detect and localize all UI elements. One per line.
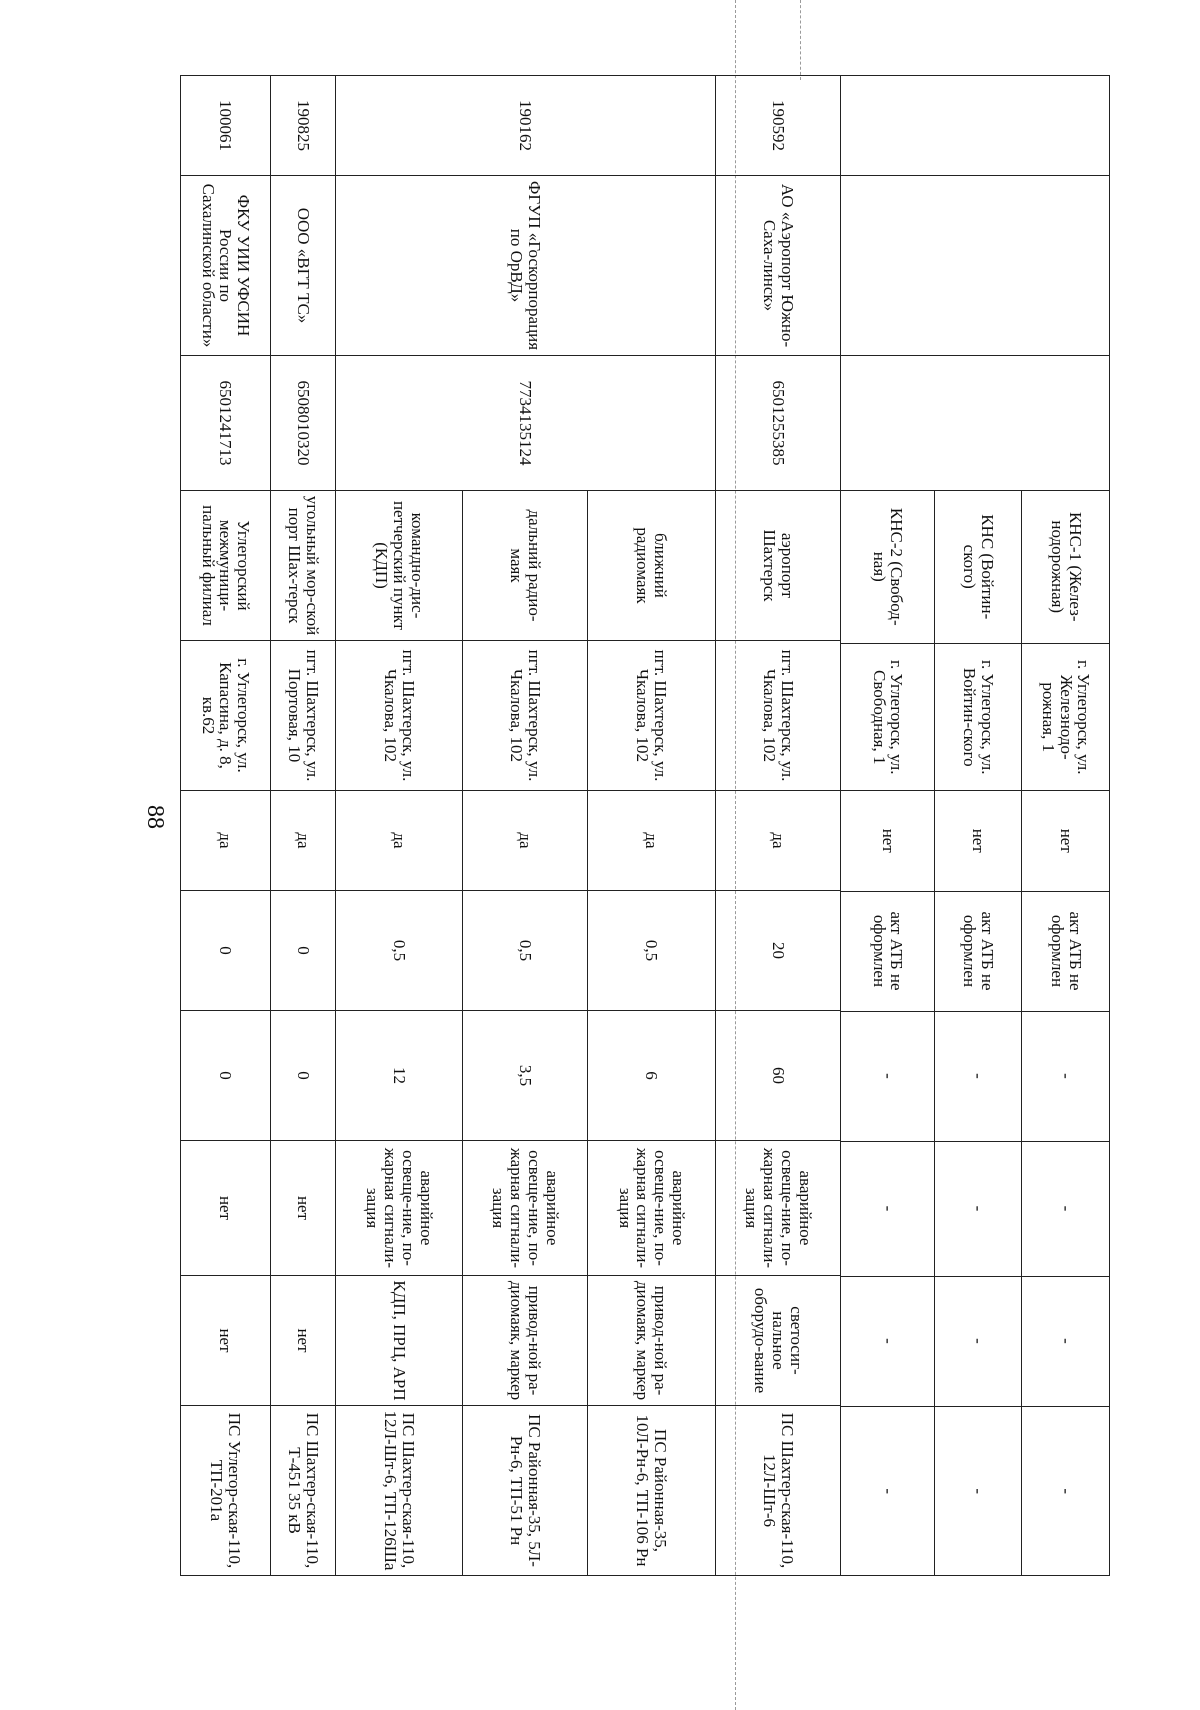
- table-row: [588, 76, 716, 1576]
- feed-cell: ПС Шахтер-ская-110, 12Л-Шт-6: [716, 1406, 841, 1576]
- has-cell: да: [588, 791, 716, 891]
- has-cell: нет: [1022, 791, 1109, 891]
- address-cell: г. Углегорск, ул. Свободная, 1: [841, 643, 935, 791]
- address-cell: г. Углегорск, ул. Железнодо-рожная, 1: [1022, 643, 1109, 791]
- rotated-table: [180, 75, 1110, 1575]
- time-cell: 0: [181, 1011, 271, 1141]
- has-cell: да: [336, 791, 463, 891]
- has-cell: да: [716, 791, 841, 891]
- feed-cell: ПС Углегор-ская-110, ТП-201а: [181, 1406, 271, 1576]
- equipment-cell: КДП, ПРЦ, АРП: [336, 1276, 463, 1406]
- equipment-cell: -: [1022, 1276, 1109, 1406]
- address-cell: пгт. Шахтерск, ул. Чкалова, 102: [588, 641, 716, 791]
- power-cell: акт АТБ не оформлен: [841, 891, 935, 1011]
- feed-cell: ПС Шахтер-ская-110, Т-451 35 кВ: [271, 1406, 336, 1576]
- code-cell: [841, 76, 1110, 176]
- measures-cell: нет: [181, 1141, 271, 1276]
- feed-cell: -: [935, 1406, 1022, 1576]
- consumer-table: [180, 75, 1110, 1576]
- feed-cell: -: [1022, 1406, 1109, 1576]
- org-cell: ООО «ВГТ ТС»: [271, 176, 336, 356]
- equipment-cell: светосиг-нальное оборудо-вание: [716, 1276, 841, 1406]
- inn-cell: 6501255385: [716, 356, 841, 491]
- code-cell: 190162: [336, 76, 716, 176]
- power-cell: акт АТБ не оформлен: [1022, 891, 1109, 1011]
- has-cell: нет: [878, 828, 898, 853]
- code-cell: 190592: [716, 76, 841, 176]
- feed-cell: ПС Шахтер-ская-110, 12Л-Шт-6, ТП-126Ша: [336, 1406, 463, 1576]
- object-cell: аэропорт Шахтерск: [716, 491, 841, 641]
- table-row: [716, 76, 841, 1576]
- kns-values-row: [1022, 791, 1109, 1576]
- power-cell: 20: [716, 891, 841, 1011]
- address-cell: г. Углегорск, ул. Войтин-ского: [935, 643, 1022, 791]
- kns-row: [841, 491, 935, 791]
- measures-cell: аварийное освеще-ние, по-жарная сигнали-зация: [463, 1141, 588, 1276]
- page-number: 88: [142, 805, 168, 829]
- table-row: [909, 76, 1110, 1576]
- time-cell: 6: [588, 1011, 716, 1141]
- time-cell: 60: [716, 1011, 841, 1141]
- rotated-table-container: [180, 75, 1110, 1575]
- measures-cell: аварийное освеще-ние, по-жарная сигнали-зация: [336, 1141, 463, 1276]
- measures-cell: нет: [271, 1141, 336, 1276]
- inn-cell: [841, 356, 1110, 491]
- equipment-cell: -: [935, 1276, 1022, 1406]
- inn-cell: 6501241713: [181, 356, 271, 491]
- feed-cell: -: [841, 1406, 935, 1576]
- kns-row: [1022, 491, 1109, 791]
- feed-cell: ПС Районная-35, 5Л-Рн-6, ТП-51 Рн: [463, 1406, 588, 1576]
- has-cell: да: [181, 791, 271, 891]
- org-cell: ФКУ УИИ УФСИН России по Сахалинской области»: [181, 176, 271, 356]
- power-cell: 0,5: [588, 891, 716, 1011]
- object-cell: угольный мор-ской порт Шах-терск: [271, 491, 336, 641]
- object-cell: командно-дис-петчерский пункт (КДП): [336, 491, 463, 641]
- scan-fold-line-short: [800, 0, 801, 80]
- code-cell: 100061: [181, 76, 271, 176]
- address-cell: пгт. Шахтерск, ул. Чкалова, 102: [716, 641, 841, 791]
- measures-cell: -: [935, 1141, 1022, 1276]
- table-row: [181, 76, 271, 1576]
- equipment-cell: нет: [181, 1276, 271, 1406]
- equipment-cell: привод-ной ра-диомаяк, маркер: [588, 1276, 716, 1406]
- time-cell: 3,5: [463, 1011, 588, 1141]
- measures-cell: аварийное освеще-ние, по-жарная сигнали-зация: [716, 1141, 841, 1276]
- equipment-cell: нет: [271, 1276, 336, 1406]
- power-cell: 0,5: [463, 891, 588, 1011]
- measures-cell: -: [841, 1141, 935, 1276]
- org-cell: [841, 176, 1110, 356]
- power-cell: 0: [181, 891, 271, 1011]
- has-cell: да: [463, 791, 588, 891]
- time-cell: 0: [271, 1011, 336, 1141]
- address-cell: пгт. Шахтерск, ул. Портовая, 10: [271, 641, 336, 791]
- code-cell: 190825: [271, 76, 336, 176]
- has-cell: да: [271, 791, 336, 891]
- power-cell: акт АТБ не оформлен: [935, 891, 1022, 1011]
- object-cell: КНС (Войтин-ского): [935, 491, 1022, 643]
- object-cell: Углегорский межмуници-пальный филиал: [181, 491, 271, 641]
- power-cell: 0: [271, 891, 336, 1011]
- kns-block: [841, 491, 1110, 791]
- feed-cell: ПС Районная-35, 10Л-Рн-6, ТП-106 Рн: [588, 1406, 716, 1576]
- object-cell: КНС-2 (Свобод-ная): [869, 507, 907, 626]
- org-cell: АО «Аэропорт Южно-Саха-линск»: [716, 176, 841, 356]
- inn-cell: 7734135124: [336, 356, 716, 491]
- kns-values-row: [935, 791, 1022, 1576]
- time-cell: -: [1022, 1011, 1109, 1141]
- kns-values-subtable: [841, 791, 1109, 1576]
- has-cell: нет: [935, 791, 1022, 891]
- address-cell: г. Углегорск, ул. Капасина, д. 8, кв.62: [181, 641, 271, 791]
- object-cell: дальний радио-маяк: [463, 491, 588, 641]
- object-cell: КНС-1 (Желез-нодорожная): [1022, 491, 1109, 643]
- inn-cell: 6508010320: [271, 356, 336, 491]
- time-cell: -: [841, 1011, 935, 1141]
- kns-subtable: [841, 491, 1109, 791]
- power-cell: 0,5: [336, 891, 463, 1011]
- kns-row: [935, 491, 1022, 791]
- measures-cell: -: [1022, 1141, 1109, 1276]
- equipment-cell: -: [841, 1276, 935, 1406]
- object-cell: ближний радиомаяк: [588, 491, 716, 641]
- time-cell: -: [935, 1011, 1022, 1141]
- address-cell: пгт. Шахтерск, ул. Чкалова, 102: [336, 641, 463, 791]
- equipment-cell: привод-ной ра-диомаяк, маркер: [463, 1276, 588, 1406]
- measures-cell: аварийное освеще-ние, по-жарная сигнали-зация: [588, 1141, 716, 1276]
- address-cell: пгт. Шахтерск, ул. Чкалова, 102: [463, 641, 588, 791]
- kns-values-row: [841, 791, 935, 1576]
- org-cell: ФГУП «Госкорпорация по ОрВД»: [336, 176, 716, 356]
- kns-values-block: [841, 791, 1110, 1576]
- time-cell: 12: [336, 1011, 463, 1141]
- table-row: [271, 76, 336, 1576]
